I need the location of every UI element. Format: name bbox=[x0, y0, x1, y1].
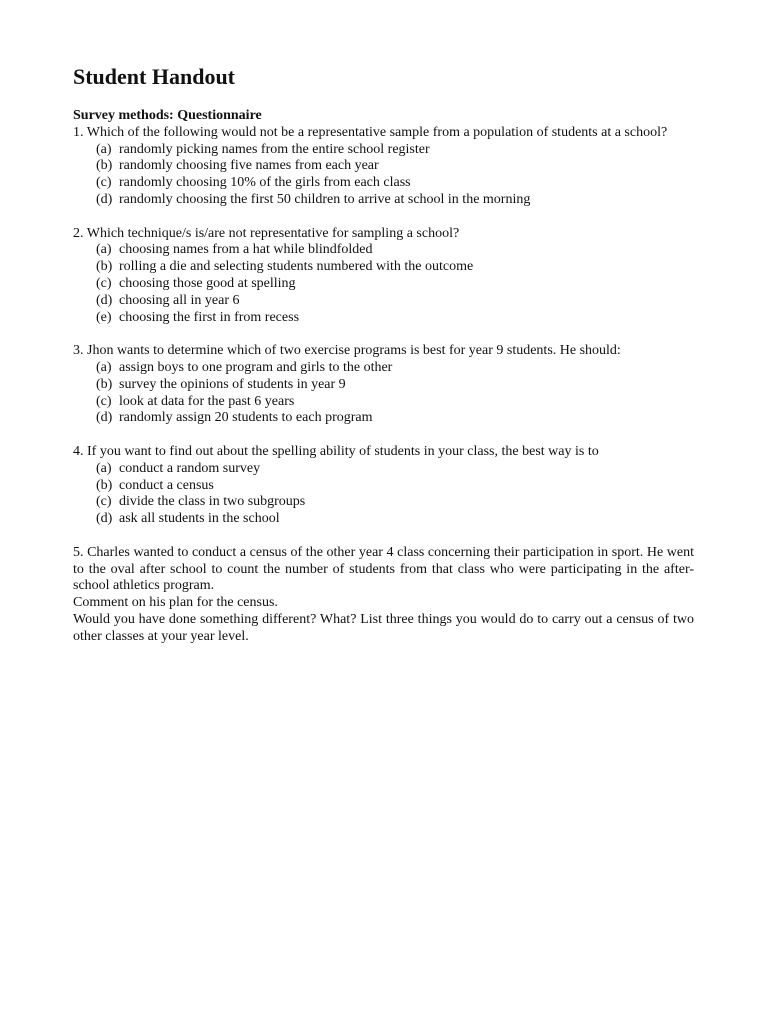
option-list bbox=[96, 142, 694, 209]
option-item bbox=[96, 276, 694, 293]
option-item bbox=[96, 360, 694, 377]
option-item bbox=[96, 310, 694, 327]
option-text: rolling a die and selecting students numbered with the outcome bbox=[119, 259, 474, 275]
page-title: Student Handout bbox=[73, 64, 236, 89]
option-label: (a) bbox=[96, 242, 112, 258]
question-5-paragraph-1: 5. Charles wanted to conduct a census of the other year 4 class concerning their participation in sport. He went to the oval after school to count the number of students from that class who were participating in the after-school athletics program. bbox=[73, 544, 694, 594]
option-item bbox=[96, 394, 694, 411]
option-list bbox=[96, 360, 694, 427]
option-item bbox=[96, 242, 694, 259]
question-5-paragraph-3: Would you have done something different? What? List three things you would do to carry out a census of two other classes at your year level. bbox=[73, 611, 694, 644]
option-item bbox=[96, 494, 694, 511]
option-label: (a) bbox=[96, 359, 112, 375]
option-label: (c) bbox=[96, 275, 112, 291]
handout-body bbox=[73, 108, 694, 646]
section-subtitle: Survey methods: Questionnaire bbox=[73, 108, 262, 123]
spacer bbox=[73, 427, 694, 444]
question-1 bbox=[73, 125, 694, 209]
question-2 bbox=[73, 226, 694, 327]
option-item bbox=[96, 293, 694, 310]
option-text: choosing those good at spelling bbox=[119, 275, 296, 291]
option-text: look at data for the past 6 years bbox=[119, 393, 295, 409]
question-text: 2. Which technique/s is/are not representative for sampling a school? bbox=[73, 225, 460, 241]
spacer bbox=[73, 209, 694, 226]
option-label: (d) bbox=[96, 410, 113, 426]
option-label: (b) bbox=[96, 477, 113, 493]
spacer bbox=[73, 528, 694, 545]
option-text: randomly choosing five names from each year bbox=[119, 158, 379, 174]
option-text: randomly choosing the first 50 children to arrive at school in the morning bbox=[119, 191, 531, 207]
option-item bbox=[96, 158, 694, 175]
option-item bbox=[96, 142, 694, 159]
option-item bbox=[96, 377, 694, 394]
question-text: 1. Which of the following would not be a representative sample from a population of students at a school? bbox=[73, 124, 668, 140]
option-text: ask all students in the school bbox=[119, 511, 280, 527]
question-text: 4. If you want to find out about the spelling ability of students in your class, the best way is to bbox=[73, 443, 599, 459]
option-text: choosing the first in from recess bbox=[119, 309, 300, 325]
option-text: randomly assign 20 students to each program bbox=[119, 410, 373, 426]
question-5-paragraph-2: Comment on his plan for the census. bbox=[73, 595, 278, 611]
option-text: assign boys to one program and girls to the other bbox=[119, 359, 393, 375]
question-5 bbox=[73, 545, 694, 646]
option-item bbox=[96, 410, 694, 427]
question-4 bbox=[73, 444, 694, 528]
option-text: survey the opinions of students in year 9 bbox=[119, 376, 346, 392]
option-item bbox=[96, 175, 694, 192]
question-text: 3. Jhon wants to determine which of two exercise programs is best for year 9 students. He should: bbox=[73, 343, 621, 359]
question-3 bbox=[73, 343, 694, 427]
option-list bbox=[96, 242, 694, 326]
option-label: (b) bbox=[96, 259, 113, 275]
option-label: (c) bbox=[96, 494, 112, 510]
spacer bbox=[73, 326, 694, 343]
option-label: (d) bbox=[96, 511, 113, 527]
option-text: divide the class in two subgroups bbox=[119, 494, 306, 510]
option-text: randomly picking names from the entire school register bbox=[119, 141, 430, 157]
option-item bbox=[96, 461, 694, 478]
option-label: (b) bbox=[96, 376, 113, 392]
option-item bbox=[96, 192, 694, 209]
option-text: randomly choosing 10% of the girls from each class bbox=[119, 175, 411, 191]
option-label: (e) bbox=[96, 309, 112, 325]
option-label: (a) bbox=[96, 460, 112, 476]
option-text: choosing names from a hat while blindfolded bbox=[119, 242, 373, 258]
option-text: choosing all in year 6 bbox=[119, 292, 240, 308]
option-label: (a) bbox=[96, 141, 112, 157]
option-label: (c) bbox=[96, 393, 112, 409]
option-label: (d) bbox=[96, 191, 113, 207]
option-item bbox=[96, 259, 694, 276]
option-label: (b) bbox=[96, 158, 113, 174]
option-text: conduct a random survey bbox=[119, 460, 261, 476]
option-list bbox=[96, 461, 694, 528]
option-label: (c) bbox=[96, 175, 112, 191]
option-text: conduct a census bbox=[119, 477, 214, 493]
option-label: (d) bbox=[96, 292, 113, 308]
option-item bbox=[96, 478, 694, 495]
option-item bbox=[96, 511, 694, 528]
